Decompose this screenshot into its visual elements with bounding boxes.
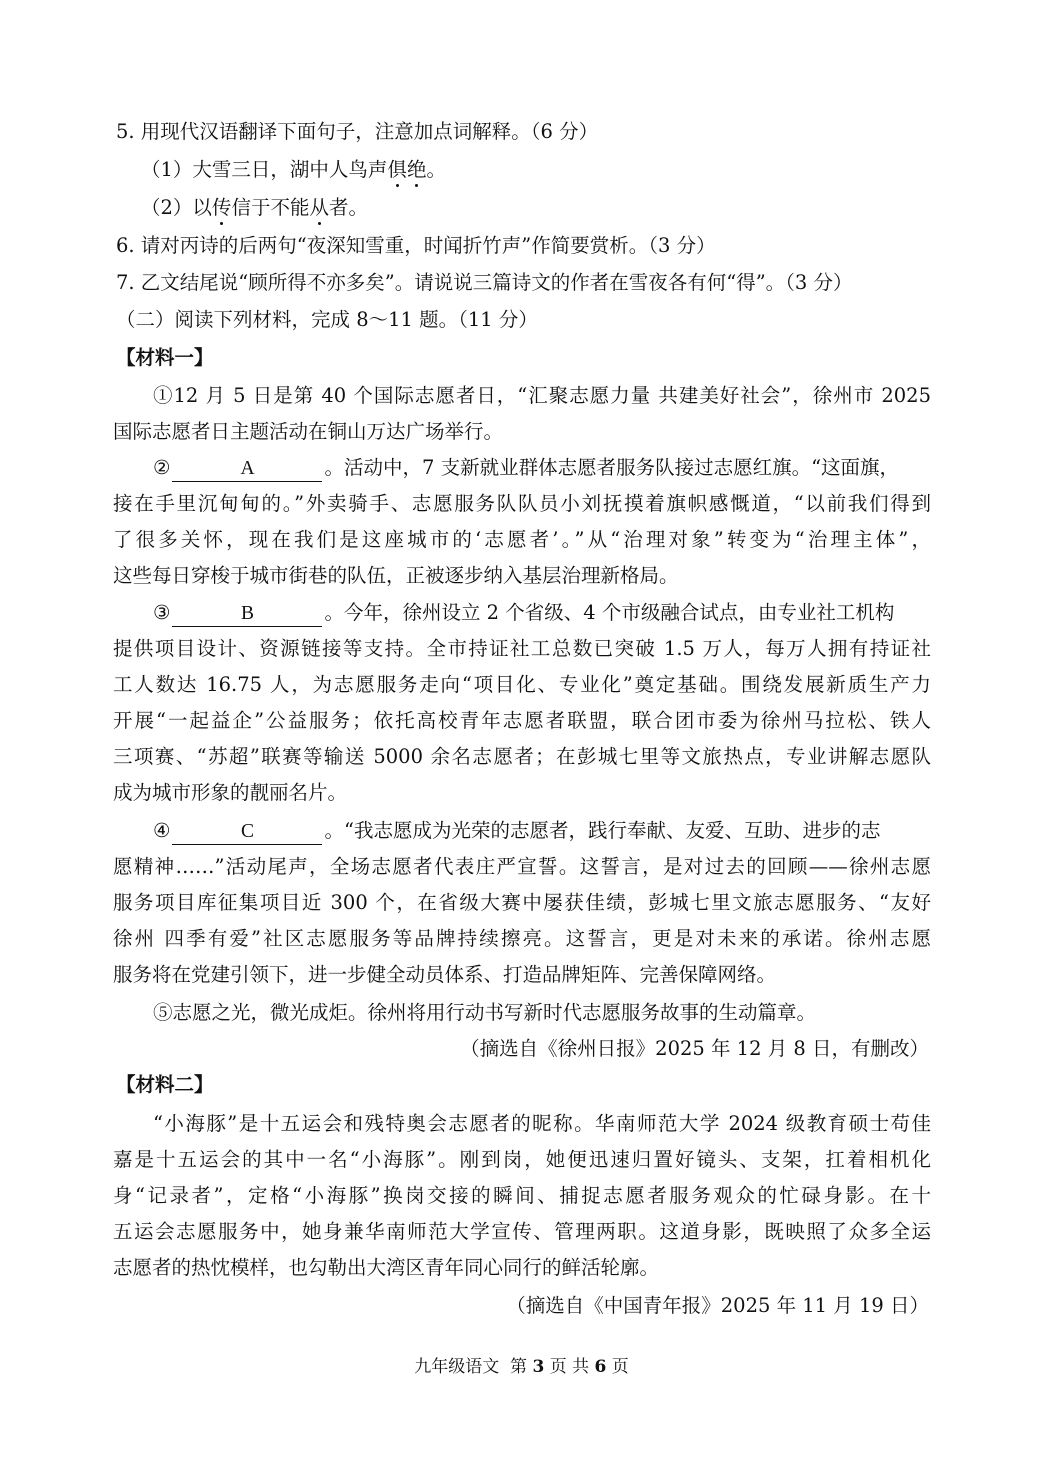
question-5: 5. 用现代汉语翻译下面句子，注意加点词解释。（6 分）: [116, 120, 599, 143]
blank-b: B: [172, 602, 322, 627]
dotted-char: 从: [309, 190, 329, 226]
material-1-p4-line: ④ C 。“我志愿成为光荣的志愿者，践行奉献、友爱、互助、进步的志: [153, 813, 880, 849]
material-1-source: （摘选自《徐州日报》2025 年 12 月 8 日，有删改）: [460, 1037, 929, 1060]
dotted-char: 俱: [387, 152, 407, 188]
page-footer: 九年级语文 第 3 页 共 6 页: [414, 1357, 629, 1377]
material-2-line: 嘉是十五运会的其中一名“小海豚”。刚到岗，她便迅速归置好镜头、支架，扛着相机化: [113, 1148, 931, 1171]
question-5-1: （1）大雪三日，湖中人鸟声俱绝。: [141, 152, 446, 188]
blank-a: A: [172, 457, 322, 482]
material-1-p2-line: 了很多关怀，现在我们是这座城市的‘志愿者’。”从“治理对象”转变为“治理主体”，: [113, 528, 931, 551]
material-1-p3-line: ③ B 。今年，徐州设立 2 个省级、4 个市级融合试点，由专业社工机构: [153, 595, 894, 631]
material-2-line: “小海豚”是十五运会和残特奥会志愿者的昵称。华南师范大学 2024 级教育硕士苟佳: [153, 1112, 931, 1135]
material-2-line: 志愿者的热忱模样，也勾勒出大湾区青年同心同行的鲜活轮廓。: [113, 1256, 660, 1279]
blank-c: C: [172, 820, 322, 845]
page-total: 6: [594, 1357, 607, 1377]
material-2-line: 五运会志愿服务中，她身兼华南师范大学宣传、管理两职。这道身影，既映照了众多全运: [113, 1220, 931, 1243]
material-1-p3-line: 工人数达 16.75 人，为志愿服务走向“项目化、专业化”奠定基础。围绕发展新质生产力: [113, 673, 931, 696]
material-1-p2-line: 接在手里沉甸甸的。”外卖骑手、志愿服务队队员小刘抚摸着旗帜感慨道，“以前我们得到: [113, 492, 931, 515]
material-1-p3-line: 成为城市形象的靓丽名片。: [113, 781, 348, 804]
material-1-p3-line: 三项赛、“苏超”联赛等输送 5000 余名志愿者；在彭城七里等文旅热点，专业讲解志愿队: [113, 745, 931, 768]
material-2-source: （摘选自《中国青年报》2025 年 11 月 19 日）: [506, 1294, 929, 1317]
question-7: 7. 乙文结尾说“顾所得不亦多矣”。请说说三篇诗文的作者在雪夜各有何“得”。（3 分）: [116, 271, 853, 294]
material-2-heading: 【材料二】: [116, 1073, 214, 1096]
material-1-p4-line: 服务项目库征集项目近 300 个，在省级大赛中屡获佳绩，彭城七里文旅志愿服务、“友好: [113, 891, 931, 914]
material-1-p3-line: 开展“一起益企”公益服务；依托高校青年志愿者联盟，联合团市委为徐州马拉松、铁人: [113, 709, 931, 732]
question-5-2: （2）以传信于不能从者。: [141, 190, 368, 226]
dotted-char: 绝: [407, 152, 427, 188]
material-1-p4-line: 服务将在党建引领下，进一步健全动员体系、打造品牌矩阵、完善保障网络。: [113, 963, 777, 986]
material-1-p4-line: 愿精神……”活动尾声，全场志愿者代表庄严宣誓。这誓言，是对过去的回顾——徐州志愿: [113, 855, 931, 878]
material-1-p4-line: 徐州 四季有爱”社区志愿服务等品牌持续擦亮。这誓言，更是对未来的承诺。徐州志愿: [113, 927, 931, 950]
section-2-heading: （二）阅读下列材料，完成 8～11 题。（11 分）: [116, 308, 538, 331]
material-1-p3-line: 提供项目设计、资源链接等支持。全市持证社工总数已突破 1.5 万人，每万人拥有持证社: [113, 637, 931, 660]
material-1-p2-line: ② A 。活动中，7 支新就业群体志愿者服务队接过志愿红旗。“这面旗，: [153, 450, 899, 486]
page-number: 3: [532, 1357, 545, 1377]
material-1-p1-line: ①12 月 5 日是第 40 个国际志愿者日，“汇聚志愿力量 共建美好社会”，徐州市 2025: [153, 384, 931, 407]
material-2-line: 身“记录者”，定格“小海豚”换岗交接的瞬间、捕捉志愿者服务观众的忙碌身影。在十: [113, 1184, 931, 1207]
question-6: 6. 请对丙诗的后两句“夜深知雪重，时闻折竹声”作简要赏析。（3 分）: [116, 234, 716, 257]
material-1-p2-line: 这些每日穿梭于城市街巷的队伍，正被逐步纳入基层治理新格局。: [113, 564, 679, 587]
footer-subject: 九年级语文: [414, 1357, 500, 1377]
material-1-heading: 【材料一】: [116, 346, 214, 369]
material-1-p1-line: 国际志愿者日主题活动在铜山万达广场举行。: [113, 420, 504, 443]
material-1-p5-line: ⑤志愿之光，微光成炬。徐州将用行动书写新时代志愿服务故事的生动篇章。: [153, 1001, 817, 1024]
dotted-char: 传: [212, 190, 232, 226]
